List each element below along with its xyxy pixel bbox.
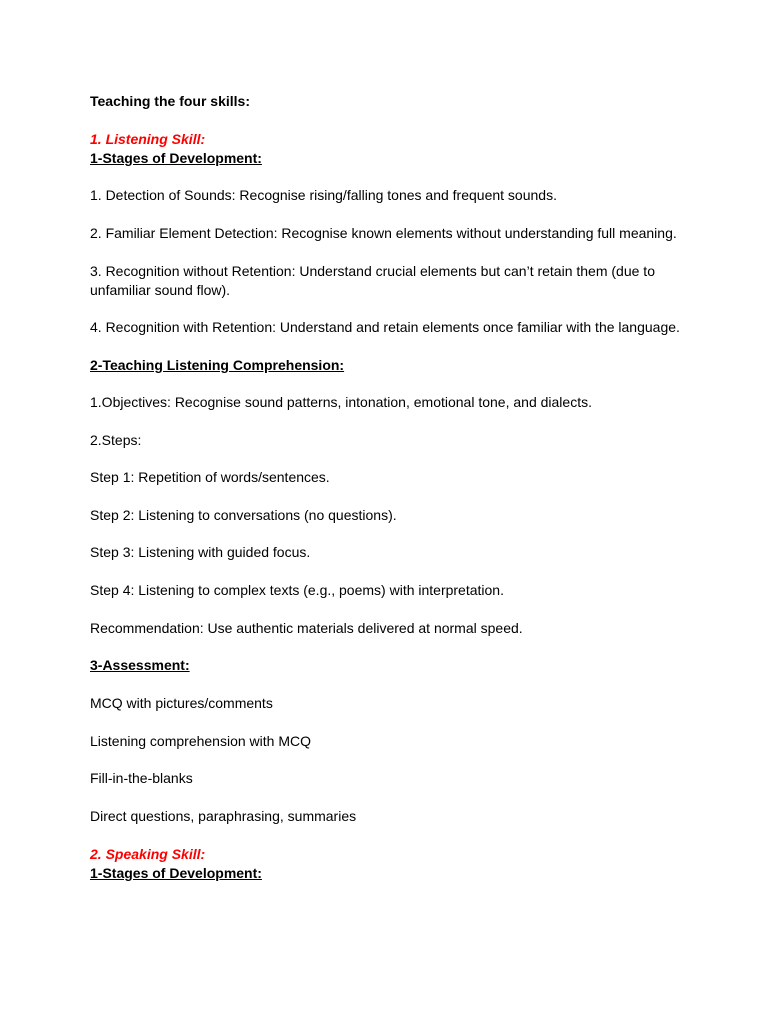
assessment-item: Listening comprehension with MCQ xyxy=(90,733,311,749)
listening-stage-item: 1. Detection of Sounds: Recognise rising/falling tones and frequent sounds. xyxy=(90,187,557,203)
speaking-skill-heading: 2. Speaking Skill: xyxy=(90,846,206,862)
listening-skill-heading: 1. Listening Skill: xyxy=(90,131,206,147)
listening-stages-heading: 1-Stages of Development: xyxy=(90,150,262,166)
assessment-item: Fill-in-the-blanks xyxy=(90,770,193,786)
step-item: Step 4: Listening to complex texts (e.g., poems) with interpretation. xyxy=(90,582,504,598)
step-item: Step 1: Repetition of words/sentences. xyxy=(90,469,330,485)
assessment-item: Direct questions, paraphrasing, summaries xyxy=(90,808,357,824)
assessment-item: MCQ with pictures/comments xyxy=(90,695,273,711)
steps-label: 2.Steps: xyxy=(90,432,142,448)
listening-stage-item: 3. Recognition without Retention: Understand crucial elements but can’t retain them (due to unfamiliar sound flow). xyxy=(90,263,655,298)
teaching-listening-heading: 2-Teaching Listening Comprehension: xyxy=(90,357,345,373)
step-item: Step 2: Listening to conversations (no questions). xyxy=(90,507,397,523)
objectives-text: 1.Objectives: Recognise sound patterns, intonation, emotional tone, and dialects. xyxy=(90,394,592,410)
listening-stage-item: 2. Familiar Element Detection: Recognise known elements without understanding full meaning. xyxy=(90,225,677,241)
speaking-stages-heading: 1-Stages of Development: xyxy=(90,865,262,881)
step-item: Step 3: Listening with guided focus. xyxy=(90,544,311,560)
assessment-heading: 3-Assessment: xyxy=(90,657,190,673)
listening-stage-item: 4. Recognition with Retention: Understand and retain elements once familiar with the language. xyxy=(90,319,680,335)
recommendation-text: Recommendation: Use authentic materials delivered at normal speed. xyxy=(90,620,523,636)
document-title: Teaching the four skills: xyxy=(90,93,250,109)
